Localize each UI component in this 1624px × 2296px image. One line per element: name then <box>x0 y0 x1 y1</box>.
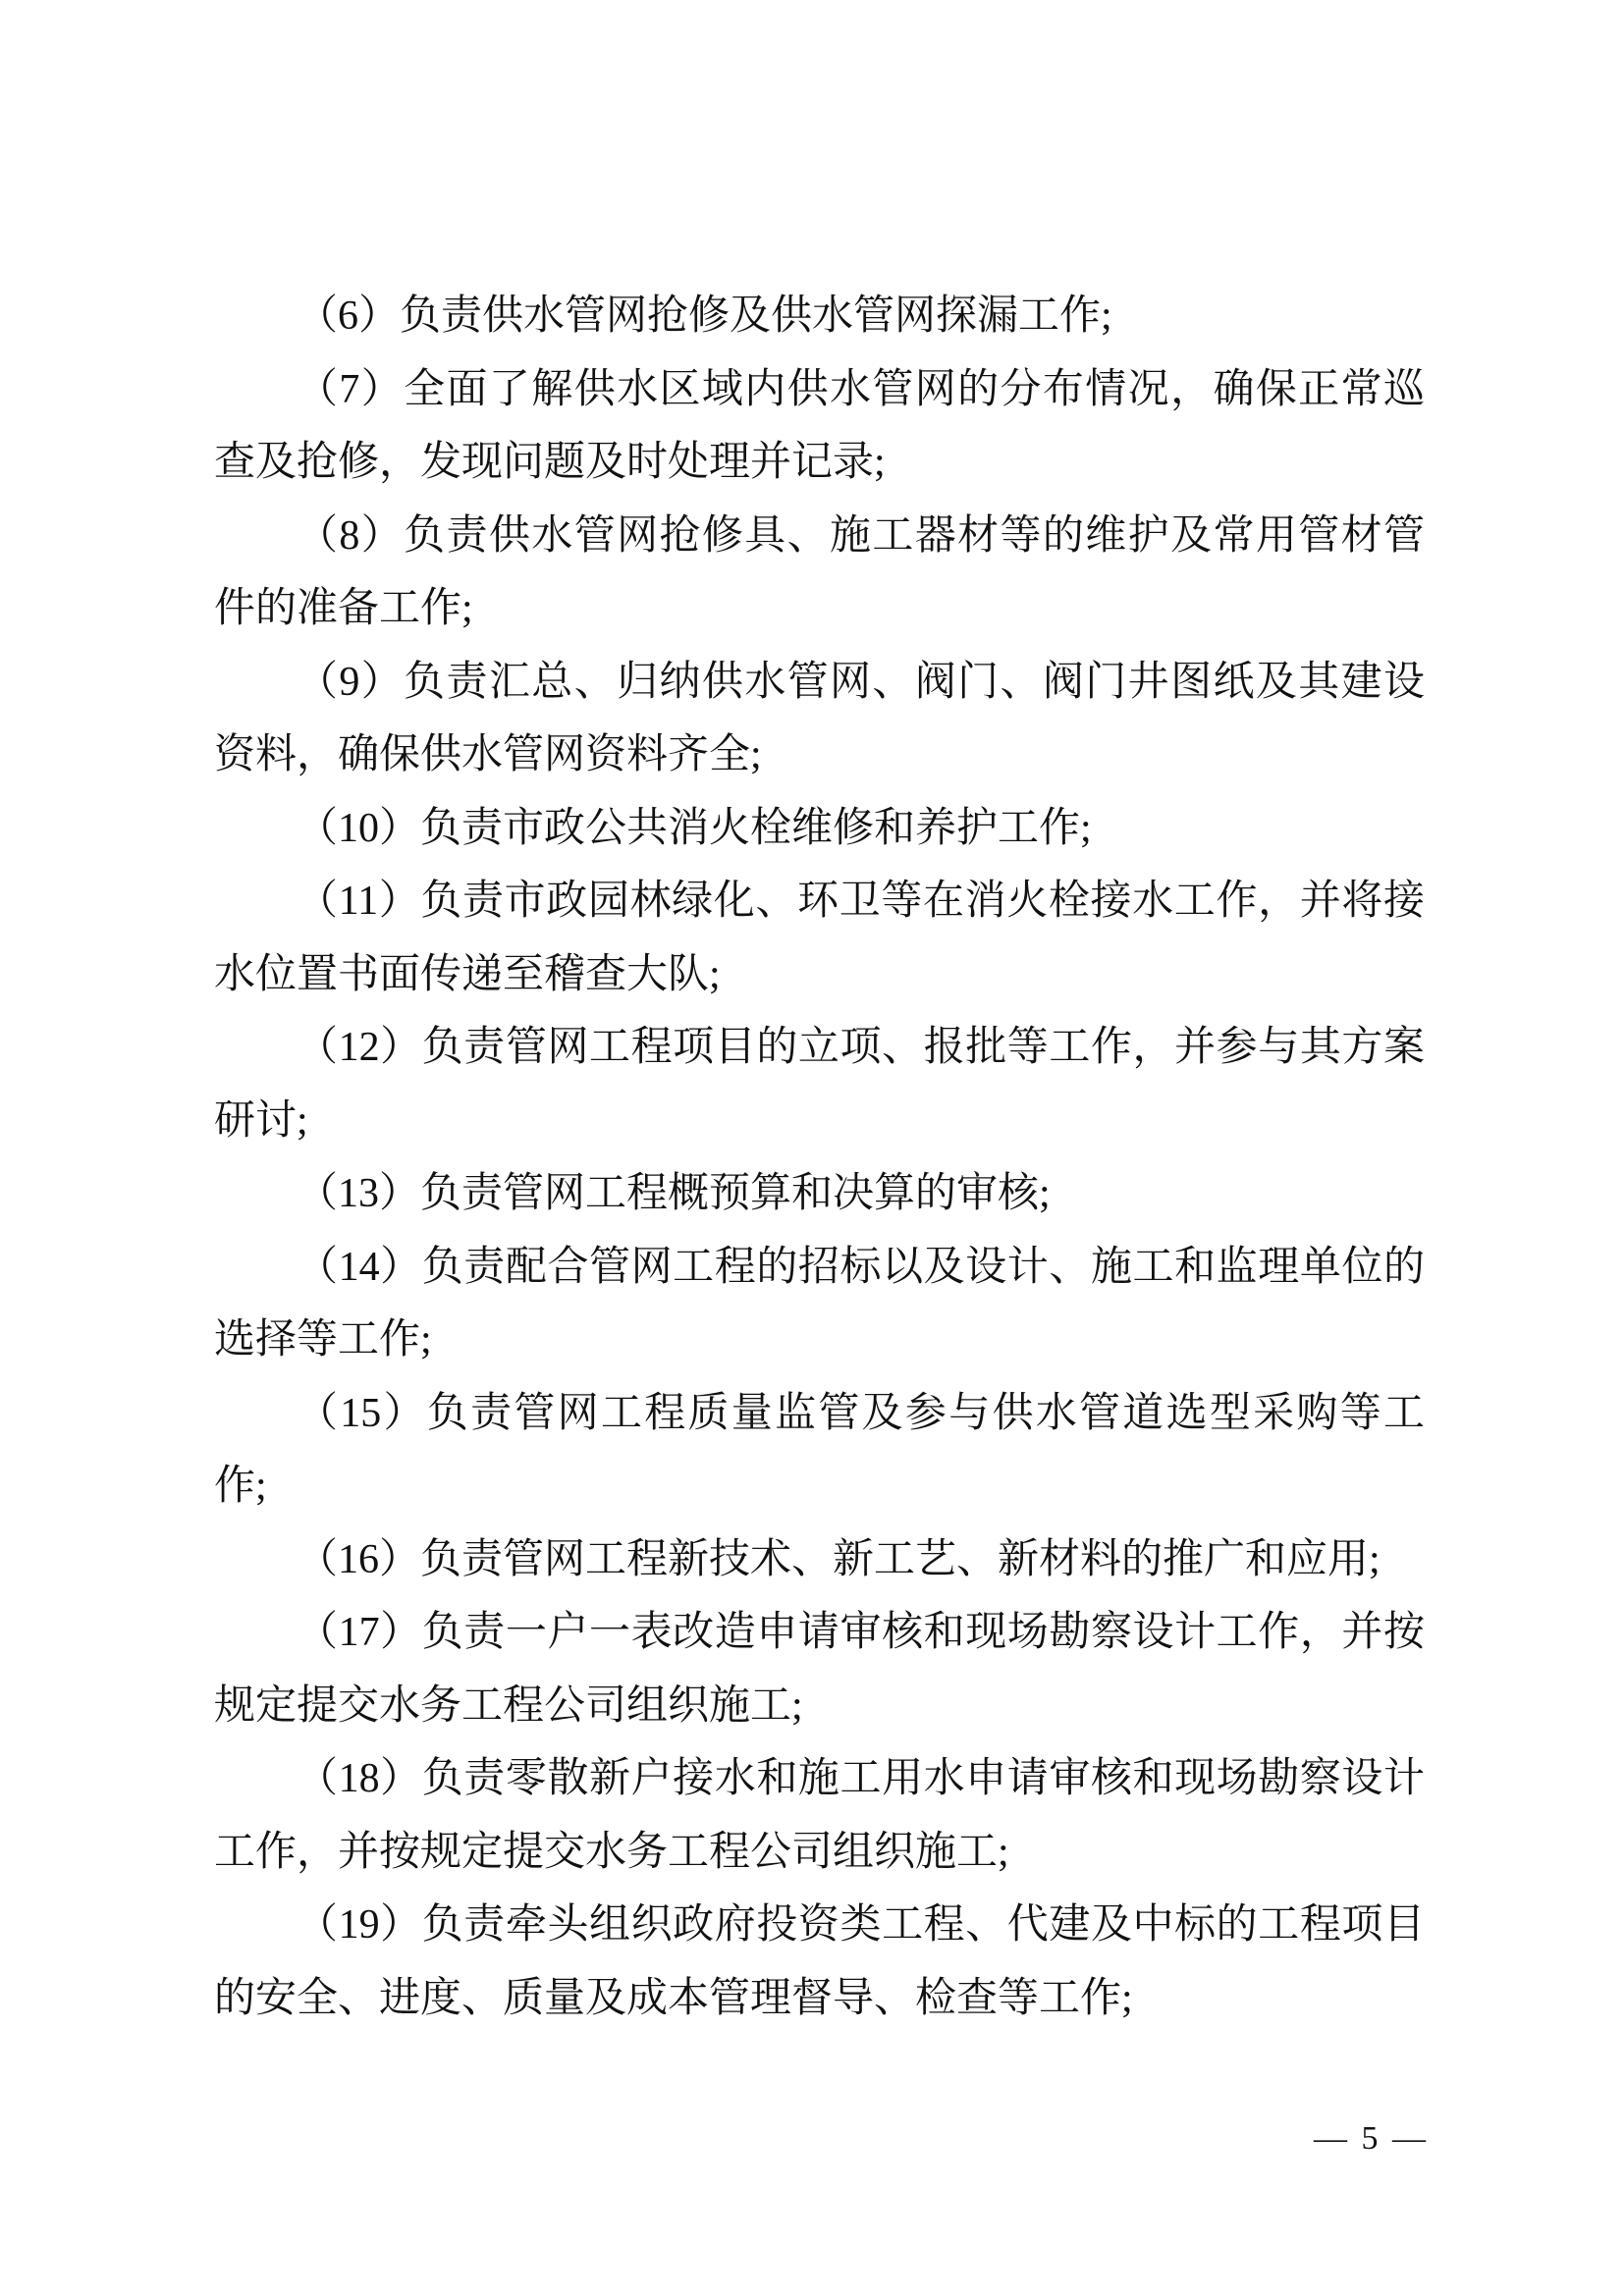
document-line: （18）负责零散新户接水和施工用水申请审核和现场勘察设计 <box>297 1756 1425 1801</box>
document-line: （12）负责管网工程项目的立项、报批等工作，并参与其方案 <box>297 1025 1425 1070</box>
paragraph-item-18 <box>214 1742 1425 1889</box>
document-line: （10）负责市政公共消火栓维修和养护工作; <box>297 805 1092 851</box>
paragraph-item-11 <box>214 865 1425 1011</box>
paragraph-item-17 <box>214 1596 1425 1742</box>
page-number: — 5 — <box>1314 2120 1429 2157</box>
paragraph-item-10 <box>214 792 1425 866</box>
document-line: 选择等工作; <box>214 1317 432 1362</box>
document-line: 资料，确保供水管网资料齐全; <box>214 732 762 777</box>
document-line: 作; <box>214 1464 267 1509</box>
document-line: （17）负责一户一表改造申请审核和现场勘察设计工作，并按 <box>297 1610 1425 1655</box>
document-line: （19）负责牵头组织政府投资类工程、代建及中标的工程项目 <box>297 1902 1425 1948</box>
document-line: 工作，并按规定提交水务工程公司组织施工; <box>214 1829 1009 1875</box>
paragraph-item-14 <box>214 1231 1425 1377</box>
paragraph-item-13 <box>214 1157 1425 1231</box>
paragraph-item-7 <box>214 353 1425 500</box>
document-line: 水位置书面传递至稽查大队; <box>214 951 721 997</box>
document-line: 规定提交水务工程公司组织施工; <box>214 1682 803 1729</box>
document-line: （11）负责市政园林绿化、环卫等在消火栓接水工作，并将接 <box>297 879 1425 924</box>
paragraph-item-16 <box>214 1523 1425 1597</box>
document-line: （15）负责管网工程质量监管及参与供水管道选型采购等工 <box>297 1390 1425 1436</box>
document-line: （13）负责管网工程概预算和决算的审核; <box>297 1171 1051 1216</box>
document-line: 的安全、进度、质量及成本管理督导、检查等工作; <box>214 1975 1133 2021</box>
paragraph-item-12 <box>214 1011 1425 1157</box>
document-line: （16）负责管网工程新技术、新工艺、新材料的推广和应用; <box>297 1536 1380 1582</box>
document-line: （7）全面了解供水区域内供水管网的分布情况，确保正常巡 <box>297 366 1425 412</box>
document-line: （14）负责配合管网工程的招标以及设计、施工和监理单位的 <box>297 1244 1425 1290</box>
document-line: 件的准备工作; <box>214 586 473 631</box>
paragraph-item-19 <box>214 1889 1425 2035</box>
document-body <box>214 280 1425 2035</box>
paragraph-item-9 <box>214 646 1425 792</box>
document-line: （9）负责汇总、归纳供水管网、阀门、阀门井图纸及其建设 <box>297 659 1425 705</box>
paragraph-item-8 <box>214 500 1425 646</box>
document-line: （6）负责供水管网抢修及供水管网探漏工作; <box>297 294 1112 339</box>
document-line: 研讨; <box>214 1097 308 1144</box>
document-line: （8）负责供水管网抢修具、施工器材等的维护及常用管材管 <box>297 512 1425 559</box>
document-line: 查及抢修，发现问题及时处理并记录; <box>214 440 886 485</box>
paragraph-item-6 <box>214 280 1425 353</box>
paragraph-item-15 <box>214 1377 1425 1523</box>
